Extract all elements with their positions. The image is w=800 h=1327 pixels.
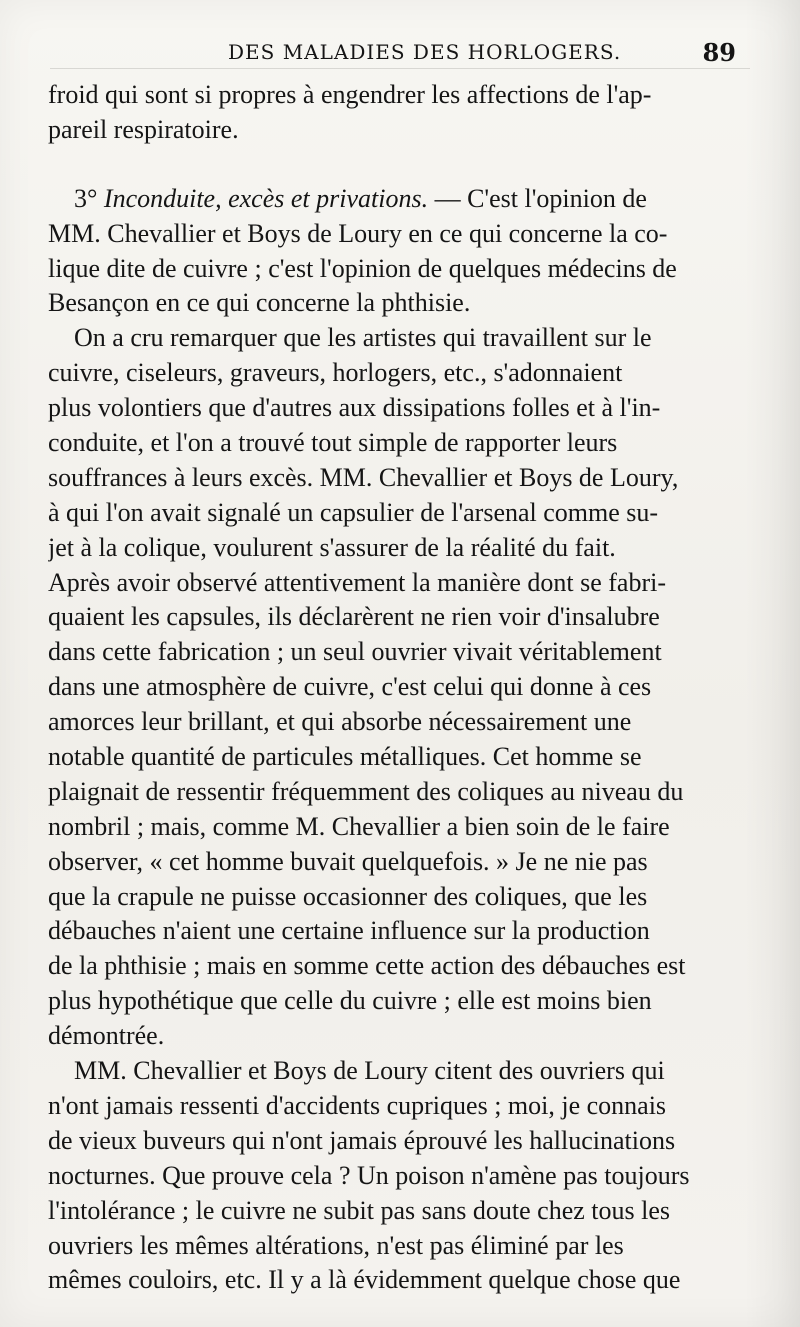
text-line: plaignait de ressentir fréquemment des coliques au niveau du xyxy=(48,776,684,806)
text-line: cuivre, ciseleurs, graveurs, horlogers, etc., s'adonnaient xyxy=(48,358,623,388)
text-line: l'intolérance ; le cuivre ne subit pas sans doute chez tous les xyxy=(48,1195,670,1225)
text-line: débauches n'aient une certaine influence sur la production xyxy=(48,916,650,946)
text-line: conduite, et l'on a trouvé tout simple de rapporter leurs xyxy=(48,428,618,458)
text-line: mêmes couloirs, etc. Il y a là évidemment quelque chose que xyxy=(48,1265,681,1295)
text-line: nombril ; mais, comme M. Chevallier a bien soin de le faire xyxy=(48,811,670,841)
text-line: de vieux buveurs qui n'ont jamais éprouvé les hallucinations xyxy=(48,1125,676,1155)
section-number: 3° xyxy=(74,183,104,213)
text-line: n'ont jamais ressenti d'accidents cupriques ; moi, je connais xyxy=(48,1090,667,1120)
text-line: MM. Chevallier et Boys de Loury citent des ouvriers qui xyxy=(74,1056,665,1086)
text-line: nocturnes. Que prouve cela ? Un poison n'amène pas toujours xyxy=(48,1160,690,1190)
text-line: souffrances à leurs excès. MM. Chevallier et Boys de Loury, xyxy=(48,462,679,492)
text-line: dans cette fabrication ; un seul ouvrier vivait véritablement xyxy=(48,637,662,667)
section-title: Inconduite, excès et privations. xyxy=(103,183,429,213)
text-line: plus hypothétique que celle du cuivre ; elle est moins bien xyxy=(48,986,652,1016)
text-line: plus volontiers que d'autres aux dissipations folles et à l'in- xyxy=(48,393,661,423)
header-rule xyxy=(50,68,750,69)
paragraph-gap xyxy=(48,148,753,182)
text-line: amorces leur brillant, et qui absorbe nécessairement une xyxy=(48,707,632,737)
section-heading-line xyxy=(48,182,753,217)
page-edge-shadow xyxy=(745,0,800,1327)
section-heading-tail: — C'est l'opinion de xyxy=(428,183,647,213)
text-line: MM. Chevallier et Boys de Loury en ce qui concerne la co- xyxy=(48,218,668,248)
text-line: lique dite de cuivre ; c'est l'opinion de quelques médecins de xyxy=(48,253,677,283)
text-line: pareil respiratoire. xyxy=(48,114,239,144)
running-title: DES MALADIES DES HORLOGERS. xyxy=(228,40,622,64)
text-line: démontrée. xyxy=(48,1021,165,1051)
text-line: Après avoir observé attentivement la manière dont se fabri- xyxy=(48,567,666,597)
text-line: observer, « cet homme buvait quelquefois. » Je ne nie pas xyxy=(48,846,648,876)
page-number: 89 xyxy=(702,38,736,67)
text-line: Besançon en ce qui concerne la phthisie. xyxy=(48,288,471,318)
text-line: froid qui sont si propres à engendrer les affections de l'ap- xyxy=(48,80,652,109)
text-line: ouvriers les mêmes altérations, n'est pas éliminé par les xyxy=(48,1230,624,1260)
text-line: de la phthisie ; mais en somme cette action des débauches est xyxy=(48,951,686,981)
text-line: quaient les capsules, ils déclarèrent ne rien voir d'insalubre xyxy=(48,602,660,632)
text-line: que la crapule ne puisse occasionner des coliques, que les xyxy=(48,881,648,911)
text-line: jet à la colique, voulurent s'assurer de la réalité du fait. xyxy=(48,532,616,562)
text-line: notable quantité de particules métalliques. Cet homme se xyxy=(48,742,642,772)
text-line: On a cru remarquer que les artistes qui travaillent sur le xyxy=(74,323,652,353)
text-line: à qui l'on avait signalé un capsulier de l'arsenal comme su- xyxy=(48,497,659,527)
page-body xyxy=(48,78,753,1298)
text-line: dans une atmosphère de cuivre, c'est celui qui donne à ces xyxy=(48,672,652,702)
